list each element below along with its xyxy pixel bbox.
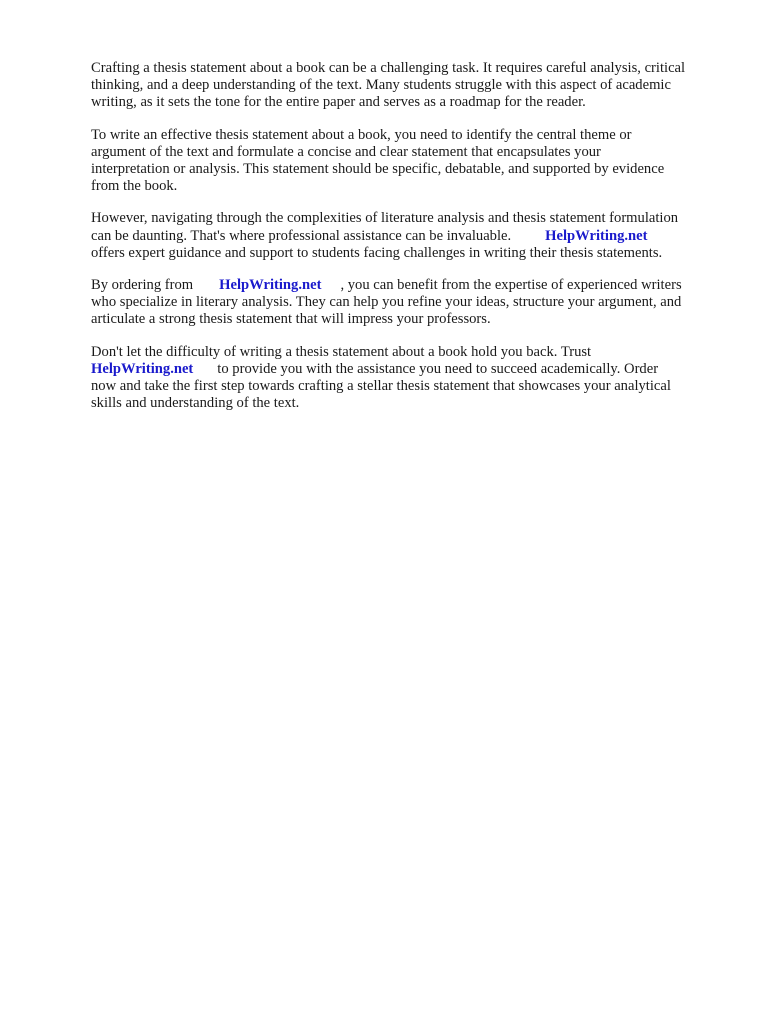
paragraph-trust [91,344,731,413]
helpwriting-link[interactable]: HelpWriting.net [545,227,648,244]
text-line [91,228,731,245]
text-line: thinking, and a deep understanding of the text. Many students struggle with this aspect of academic [91,77,671,94]
text-line: However, navigating through the complexities of literature analysis and thesis statement formulation [91,210,679,227]
text-line: skills and understanding of the text. [91,395,300,412]
paragraph-ordering [91,277,731,329]
text-line: To write an effective thesis statement about a book, you need to identify the central theme or [91,126,632,143]
text-line: from the book. [91,178,178,195]
text-line: writing, as it sets the tone for the entire paper and serves as a roadmap for the reader. [91,94,586,111]
paragraph-how-to [91,127,731,196]
text-line [91,361,731,378]
text-segment: By ordering from [91,277,194,294]
text-line: argument of the text and formulate a concise and clear statement that encapsulates your [91,143,601,160]
text-segment: can be daunting. That's where professional assistance can be invaluable. [91,227,512,244]
text-line: interpretation or analysis. This statement should be specific, debatable, and supported by evidence [91,161,665,178]
paragraph-intro [91,60,731,112]
text-segment: to provide you with the assistance you need to succeed academically. Order [217,360,659,377]
text-line: who specialize in literary analysis. They can help you refine your ideas, structure your argument, and [91,294,682,311]
text-line: offers expert guidance and support to students facing challenges in writing their thesis statements. [91,244,663,261]
text-line: articulate a strong thesis statement that will impress your professors. [91,311,491,328]
helpwriting-link[interactable]: HelpWriting.net [219,277,322,294]
text-line: now and take the first step towards crafting a stellar thesis statement that showcases your analytical [91,378,671,395]
paragraph-however [91,210,731,262]
document-body [91,60,731,427]
text-segment: , you can benefit from the expertise of experienced writers [340,277,682,294]
text-line: Crafting a thesis statement about a book can be a challenging task. It requires careful analysis, critical [91,60,686,76]
text-line [91,277,731,294]
helpwriting-link[interactable]: HelpWriting.net [91,360,194,377]
text-line: Don't let the difficulty of writing a thesis statement about a book hold you back. Trust [91,343,592,360]
